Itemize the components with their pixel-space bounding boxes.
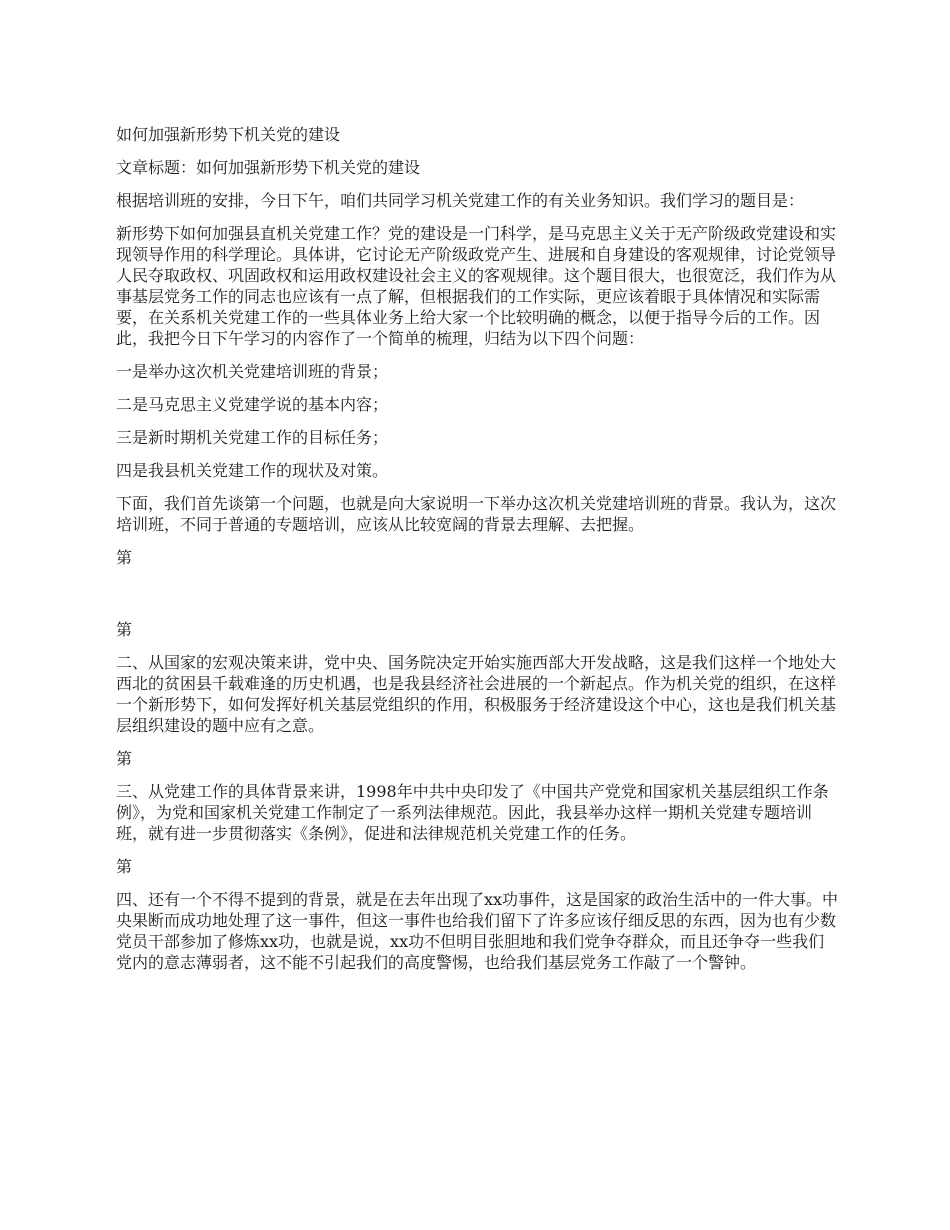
fragment-di-2: 第 xyxy=(116,620,133,639)
list-item-three: 三是新时期机关党建工作的目标任务； xyxy=(116,428,389,447)
paragraph-intro: 根据培训班的安排，今日下午，咱们共同学习机关党建工作的有关业务知识。我们学习的题目是： xyxy=(116,191,805,210)
list-item-four: 四是我县机关党建工作的现状及对策。 xyxy=(116,461,389,480)
paragraph-topic: 新形势下如何加强县直机关党建工作？党的建设是一门科学，是马克思主义关于无产阶级政党建设和实现领导作用的科学理论。具体讲，它讨论无产阶级政党产生、进展和自身建设的客观规律，讨论党领导人民夺取政权、巩固政权和运用政权建设社会主义的客观规律。这个题目很大，也很宽泛，我们作为从事基层党务工作的同志也应该有一点了解，但根据我们的工作实际，更应该着眼于具体情况和实际需要，在关系机关党建工作的一些具体业务上给大家一个比较明确的概念，以便于指导今后的工作。因此，我把今日下午学习的内容作了一个简单的梳理，归结为以下四个问题： xyxy=(116,224,837,348)
fragment-di-3: 第 xyxy=(116,749,133,768)
paragraph-third-background: 三、从党建工作的具体背景来讲，1998年中共中央印发了《中国共产党党和国家机关基层组织工作条例》，为党和国家机关党建工作制定了一系列法律规范。因此，我县举办这样一期机关党建专题培训班，就有进一步贯彻落实《条例》，促进和法律规范机关党建工作的任务。 xyxy=(116,782,829,843)
document-title: 如何加强新形势下机关党的建设 xyxy=(116,125,341,144)
paragraph-fourth-background: 四、还有一个不得不提到的背景，就是在去年出现了xx功事件，这是国家的政治生活中的一件大事。中央果断而成功地处理了这一事件，但这一事件也给我们留下了许多应该仔细反思的东西，因为也有少数党员干部参加了修炼xx功，也就是说，xx功不但明目张胆地和我们党争夺群众，而且还争夺一些我们党内的意志薄弱者，这不能不引起我们的高度警惕，也给我们基层党务工作敲了一个警钟。 xyxy=(116,890,839,972)
paragraph-first-question: 下面，我们首先谈第一个问题，也就是向大家说明一下举办这次机关党建培训班的背景。我认为，这次培训班，不同于普通的专题培训，应该从比较宽阔的背景去理解、去把握。 xyxy=(116,494,837,534)
fragment-di-1: 第 xyxy=(116,548,133,567)
document-body xyxy=(116,124,840,985)
fragment-di-4: 第 xyxy=(116,857,133,876)
paragraph-second-background: 二、从国家的宏观决策来讲，党中央、国务院决定开始实施西部大开发战略，这是我们这样一个地处大西北的贫困县千载难逢的历史机遇，也是我县经济社会进展的一个新起点。作为机关党的组织，在这样一个新形势下，如何发挥好机关基层党组织的作用，积极服务于经济建设这个中心，这也是我们机关基层组织建设的题中应有之意。 xyxy=(116,653,837,735)
list-item-one: 一是举办这次机关党建培训班的背景； xyxy=(116,362,389,381)
blank-gap xyxy=(116,580,840,619)
list-item-two: 二是马克思主义党建学说的基本内容； xyxy=(116,395,389,414)
article-title-line: 文章标题：如何加强新形势下机关党的建设 xyxy=(116,158,421,177)
